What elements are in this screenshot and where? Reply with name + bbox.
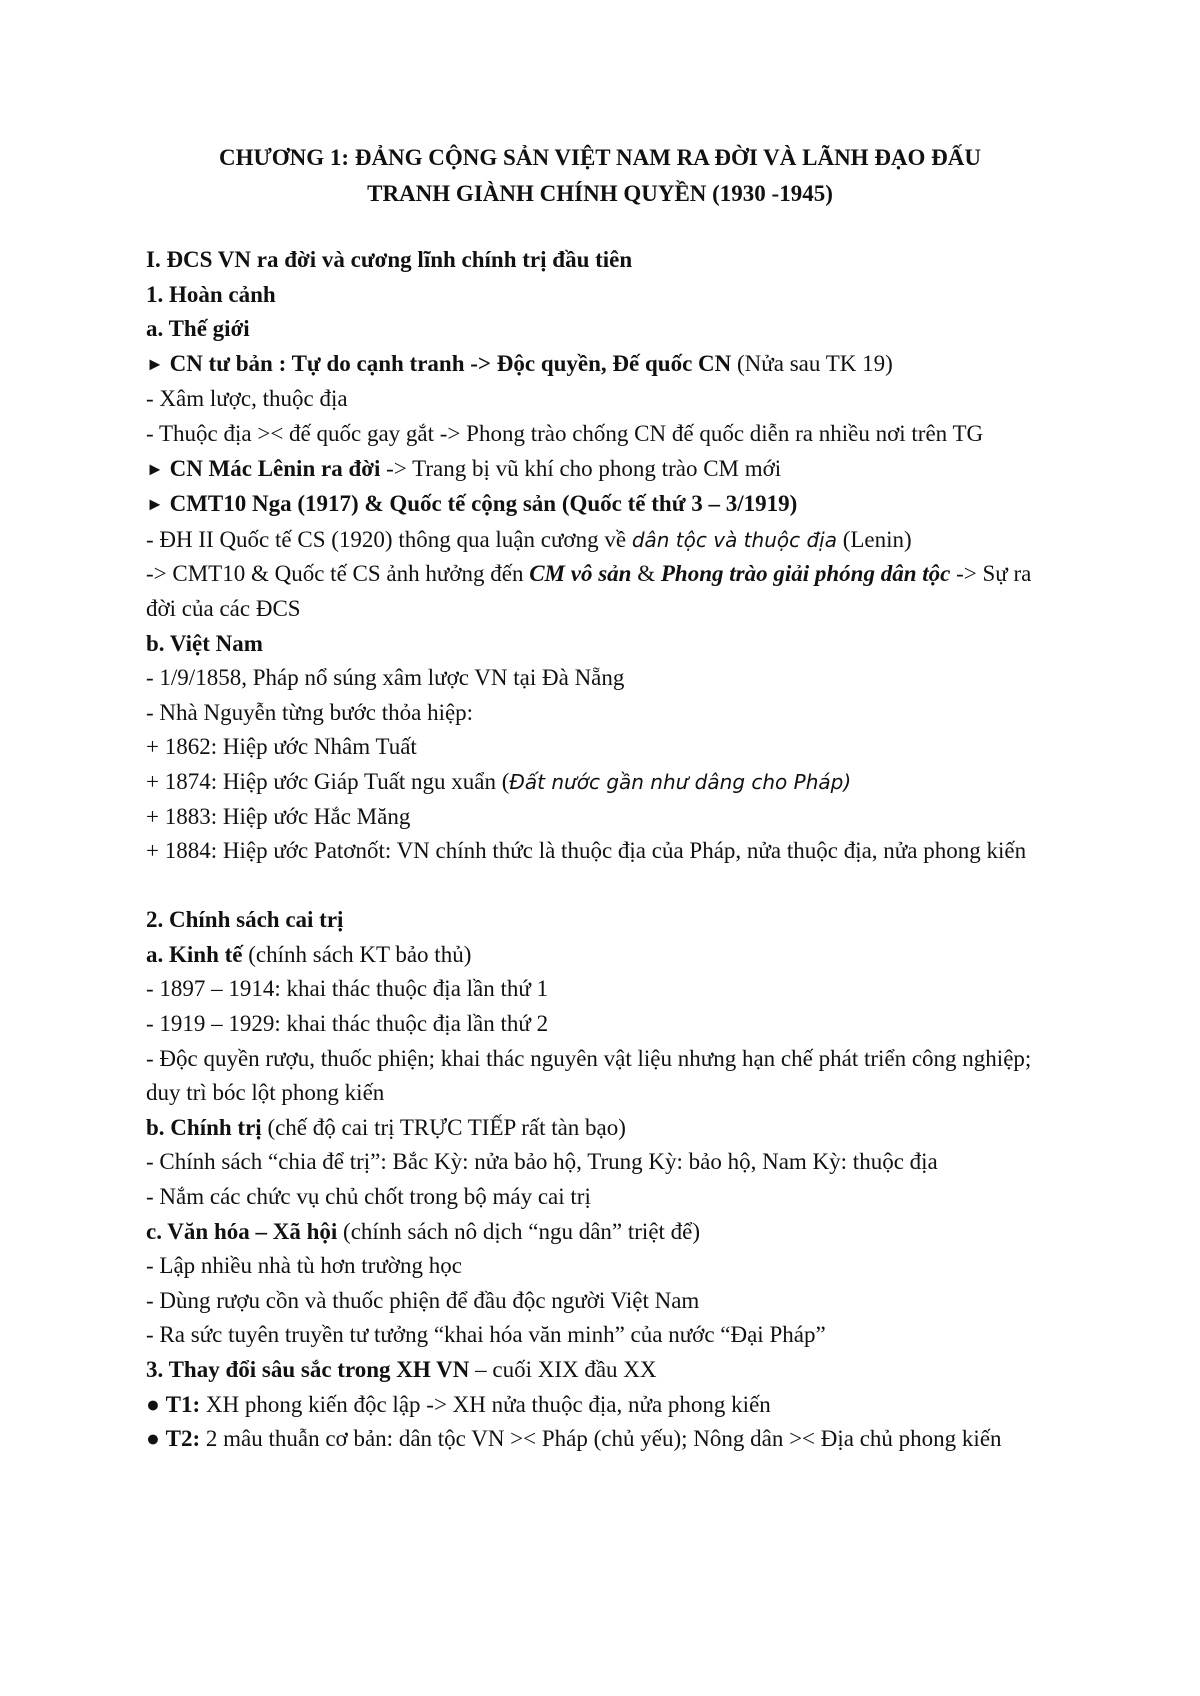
paragraph: + 1862: Hiệp ước Nhâm Tuất: [146, 734, 417, 760]
paragraph: - Thuộc địa >< đế quốc gay gắt -> Phong trào chống CN đế quốc diễn ra nhiều nơi trên TG: [146, 420, 984, 446]
emphasis-text: CN tư bản : Tự do cạnh tranh -> Độc quyền, Đế quốc CN: [169, 350, 732, 376]
text: -> CMT10 & Quốc tế CS ảnh hưởng đến: [146, 561, 530, 587]
paragraph: - Lập nhiều nhà tù hơn trường học: [146, 1253, 462, 1279]
text: – cuối XIX đầu XX: [469, 1357, 657, 1382]
chapter-title: [140, 140, 1060, 212]
paragraph: - Chính sách “chia để trị”: Bắc Kỳ: nửa bảo hộ, Trung Kỳ: bảo hộ, Nam Kỳ: thuộc địa: [146, 1149, 938, 1175]
paragraph: - Nhà Nguyễn từng bước thỏa hiệp:: [146, 699, 474, 725]
blank-line: [146, 869, 1066, 904]
paragraph: [146, 557, 1066, 626]
text: (Nửa sau TK 19): [731, 350, 893, 376]
text: + 1874: Hiệp ước Giáp Tuất ngu xuẩn (: [146, 768, 510, 794]
chapter-title-line-2: TRANH GIÀNH CHÍNH QUYỀN (1930 -1945): [367, 181, 833, 206]
paragraph: - 1/9/1858, Pháp nổ súng xâm lược VN tại Đà Nẵng: [146, 665, 625, 691]
paragraph: - Xâm lược, thuộc địa: [146, 386, 348, 412]
emphasis-text: b. Chính trị: [146, 1114, 262, 1140]
paragraph: - Ra sức tuyên truyền tư tưởng “khai hóa văn minh” của nước “Đại Pháp”: [146, 1322, 826, 1348]
bold-italic-text: CM vô sản: [529, 561, 632, 587]
text: - ĐH II Quốc tế CS (1920) thông qua luận cương về: [146, 526, 632, 552]
text: (Lenin): [836, 526, 912, 552]
text: (chính sách nô dịch “ngu dân” triệt để): [337, 1218, 701, 1244]
emphasis-text: T2:: [165, 1426, 201, 1452]
paragraph: - 1919 – 1929: khai thác thuộc địa lần thứ 2: [146, 1011, 549, 1037]
text: &: [631, 561, 661, 587]
subsection-heading: 1. Hoàn cảnh: [146, 281, 276, 307]
text: -> Trang bị vũ khí cho phong trào CM mới: [380, 455, 782, 481]
italic-text: Đất nước gần như dâng cho Pháp): [509, 769, 852, 794]
paragraph: + 1884: Hiệp ước Patơnốt: VN chính thức là thuộc địa của Pháp, nửa thuộc địa, nửa phong kiến: [146, 838, 1027, 864]
paragraph: [146, 765, 1066, 800]
subsection-heading: [146, 1111, 1066, 1146]
paragraph: [146, 347, 1066, 383]
section-heading: [146, 1353, 1066, 1388]
text: XH phong kiến độc lập -> XH nửa thuộc địa, nửa phong kiến: [200, 1391, 771, 1417]
emphasis-text: a. Kinh tế: [146, 941, 243, 967]
emphasis-text: 3. Thay đổi sâu sắc trong XH VN: [146, 1357, 470, 1382]
paragraph: [146, 1388, 1066, 1423]
bold-italic-text: Phong trào giải phóng dân tộc: [660, 561, 951, 587]
subsection-heading: [146, 1215, 1066, 1250]
italic-text: dân tộc và thuộc địa: [631, 527, 837, 552]
emphasis-text: CN Mác Lênin ra đời: [169, 455, 381, 481]
triangle-bullet-icon: ►: [146, 353, 164, 374]
triangle-bullet-icon: ►: [146, 494, 164, 515]
bullet-icon: ●: [146, 1391, 160, 1417]
emphasis-text: c. Văn hóa – Xã hội: [146, 1218, 338, 1244]
paragraph: [146, 487, 1066, 523]
paragraph: - Độc quyền rượu, thuốc phiện; khai thác nguyên vật liệu nhưng hạn chế phát triển công nghiệp; duy trì bóc lột phong kiến: [146, 1045, 1032, 1106]
document-body: [146, 243, 1066, 1457]
text: (chế độ cai trị TRỰC TIẾP rất tàn bạo): [261, 1114, 626, 1140]
paragraph: [146, 523, 1066, 558]
paragraph: + 1883: Hiệp ước Hắc Măng: [146, 803, 411, 829]
paragraph: - 1897 – 1914: khai thác thuộc địa lần thứ 1: [146, 976, 549, 1002]
text: -> Sự ra đời của các ĐCS: [146, 561, 1032, 621]
subsection-heading: [146, 938, 1066, 973]
chapter-title-line-1: CHƯƠNG 1: ĐẢNG CỘNG SẢN VIỆT NAM RA ĐỜI VÀ LÃNH ĐẠO ĐẤU: [218, 145, 982, 170]
section-heading: 2. Chính sách cai trị: [146, 907, 344, 933]
section-heading: I. ĐCS VN ra đời và cương lĩnh chính trị đầu tiên: [146, 247, 633, 272]
paragraph: - Nắm các chức vụ chủ chốt trong bộ máy cai trị: [146, 1184, 591, 1210]
text: (chính sách KT bảo thủ): [242, 941, 472, 967]
subsection-heading: a. Thế giới: [146, 316, 250, 342]
text: 2 mâu thuẫn cơ bản: dân tộc VN >< Pháp (chủ yếu); Nông dân >< Địa chủ phong kiến: [200, 1426, 1002, 1452]
emphasis-text: CMT10 Nga (1917) & Quốc tế cộng sản (Quốc tế thứ 3 – 3/1919): [169, 491, 798, 517]
emphasis-text: T1:: [165, 1391, 201, 1417]
paragraph: [146, 1422, 1066, 1457]
paragraph: [146, 452, 1066, 488]
paragraph: - Dùng rượu cồn và thuốc phiện để đầu độc người Việt Nam: [146, 1287, 700, 1313]
triangle-bullet-icon: ►: [146, 458, 164, 479]
bullet-icon: ●: [146, 1426, 160, 1452]
subsection-heading: b. Việt Nam: [146, 630, 263, 656]
